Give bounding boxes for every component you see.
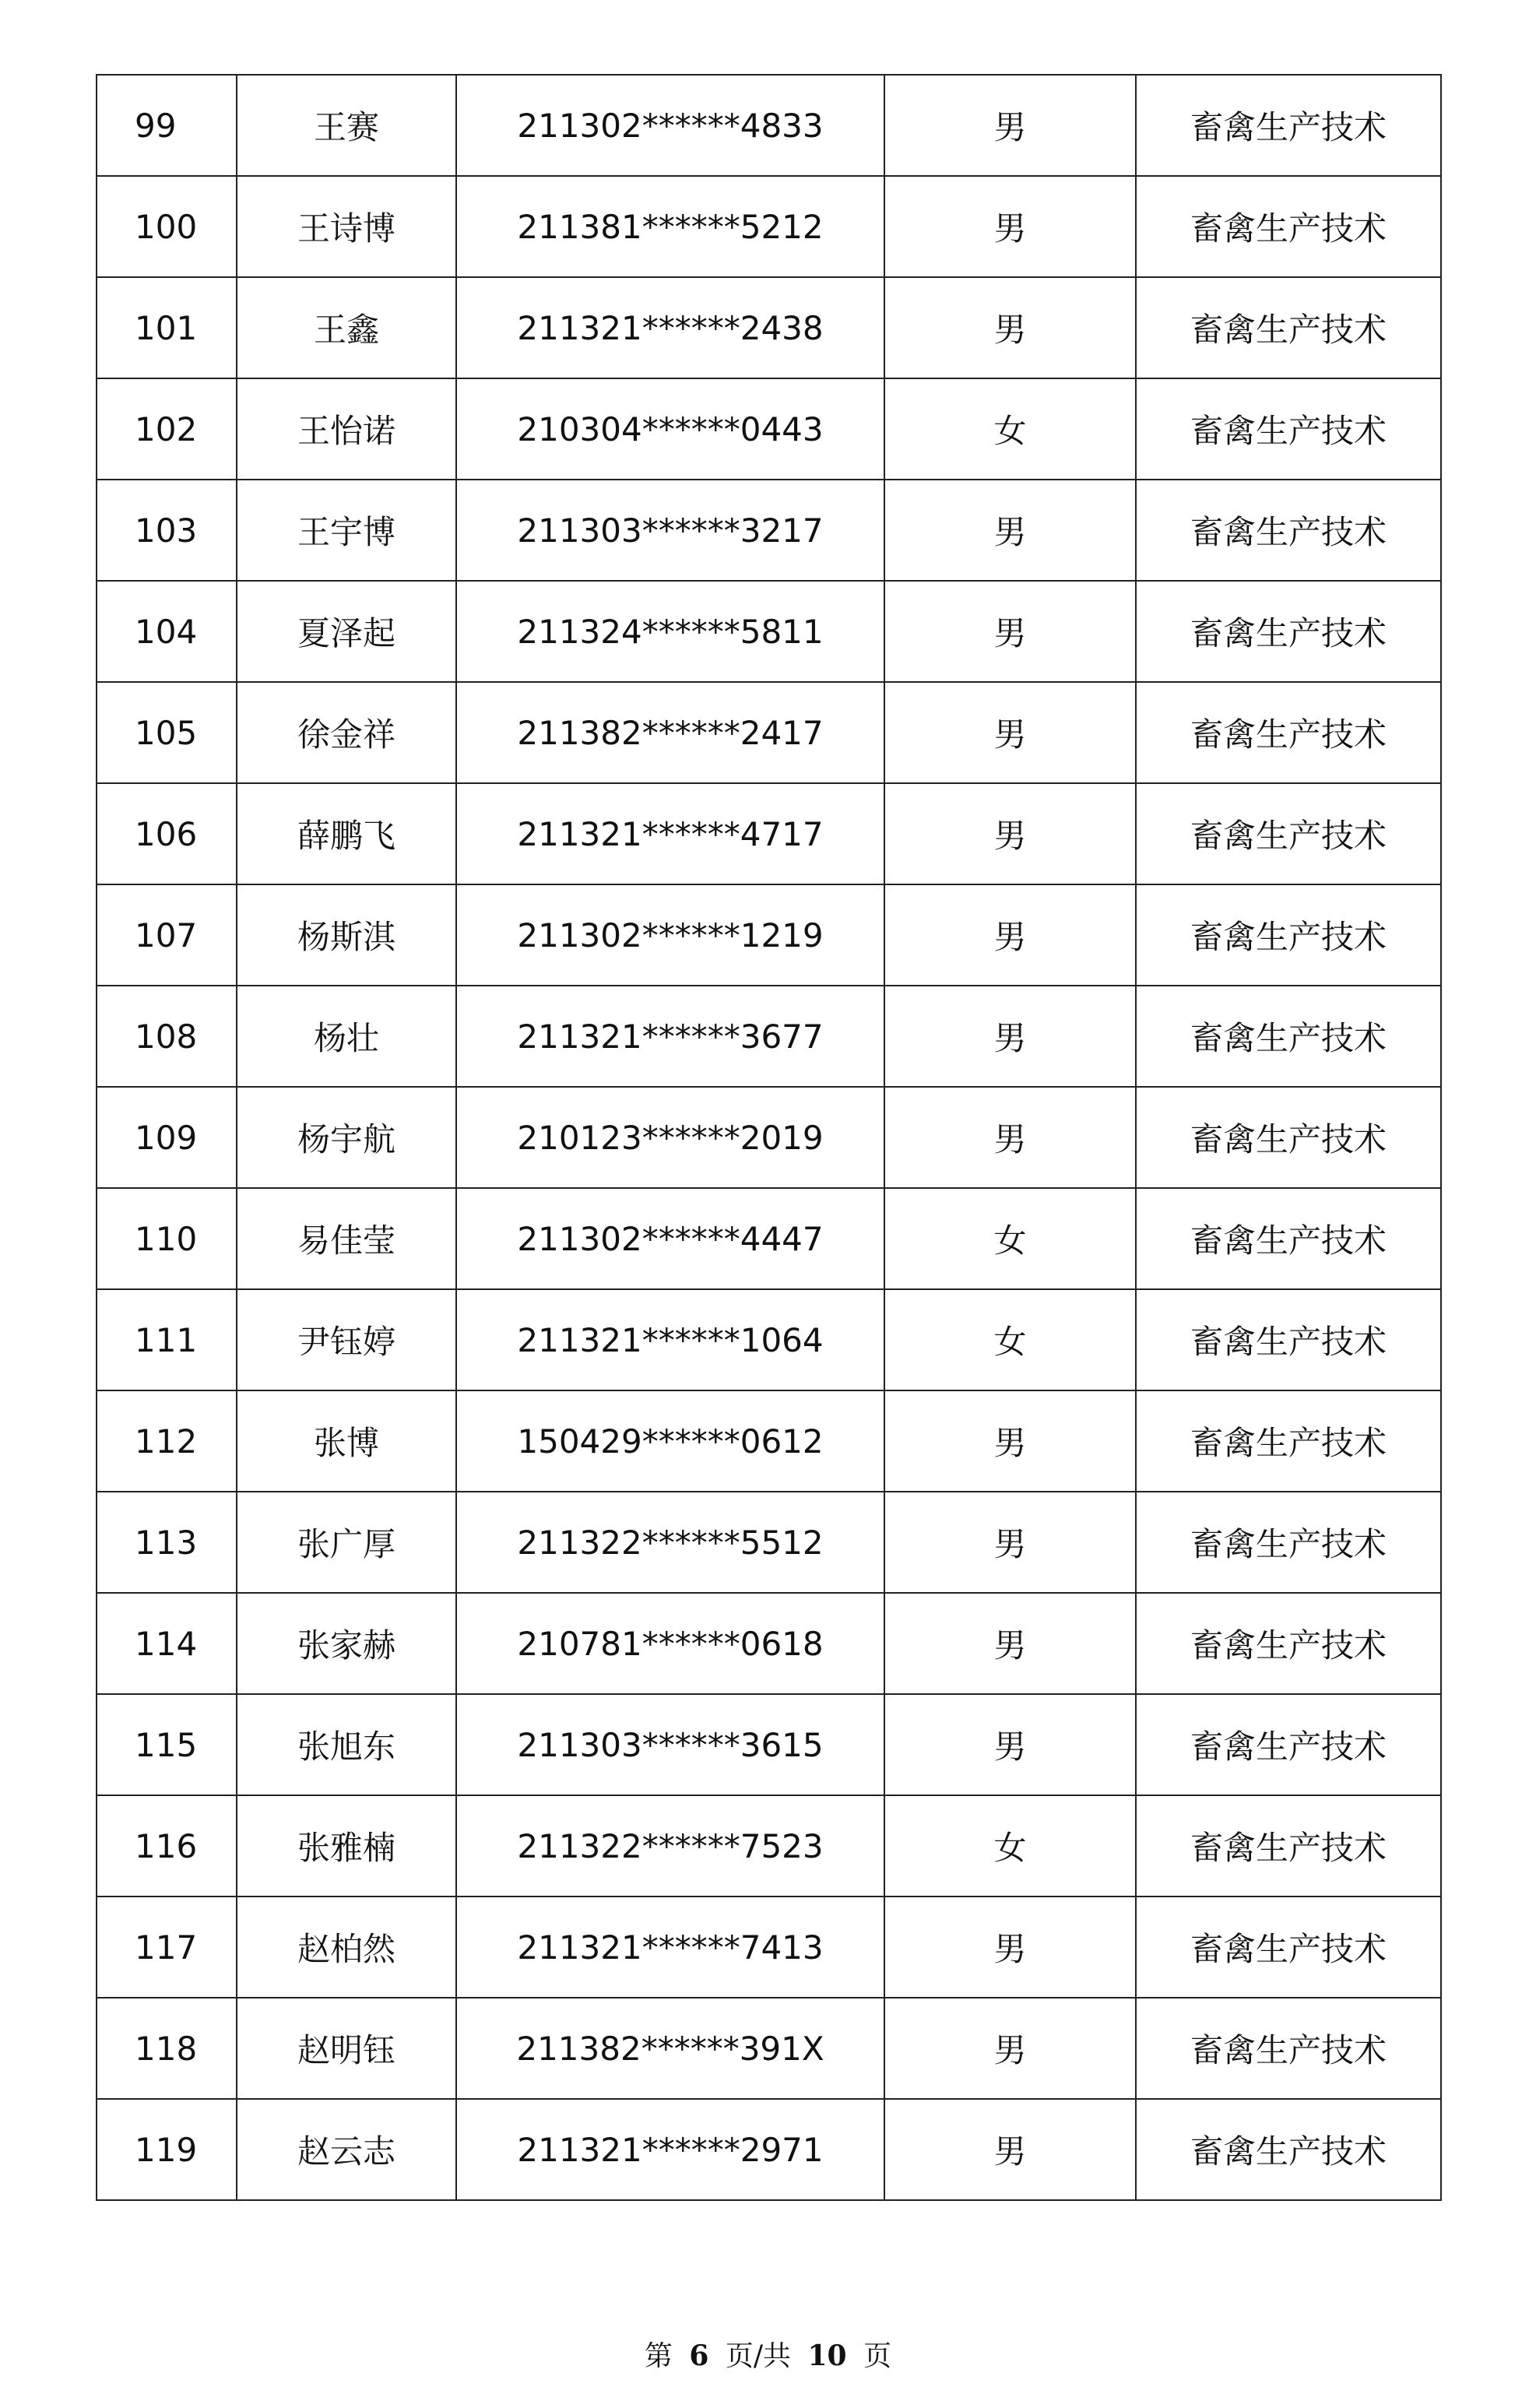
major-cell: 畜禽生产技术 [1136,986,1441,1087]
row-number-cell: 107 [97,884,237,986]
row-number-cell: 104 [97,581,237,682]
table-row [97,2099,1441,2200]
gender-cell: 男 [884,986,1136,1087]
table-row [97,581,1441,682]
id-number-cell: 211302******4447 [456,1188,884,1289]
table-row [97,1188,1441,1289]
table-row [97,277,1441,378]
gender-cell: 男 [884,1492,1136,1593]
name-cell: 杨壮 [237,986,456,1087]
id-number-cell: 211303******3615 [456,1694,884,1795]
name-cell: 徐金祥 [237,682,456,783]
major-cell: 畜禽生产技术 [1136,884,1441,986]
table-row [97,1492,1441,1593]
gender-cell: 男 [884,176,1136,277]
gender-cell: 男 [884,1087,1136,1188]
id-number-cell: 210304******0443 [456,378,884,480]
name-cell: 张旭东 [237,1694,456,1795]
row-number-cell: 103 [97,480,237,581]
name-cell: 张家赫 [237,1593,456,1694]
major-cell: 畜禽生产技术 [1136,1188,1441,1289]
id-number-cell: 210781******0618 [456,1593,884,1694]
major-cell: 畜禽生产技术 [1136,1087,1441,1188]
id-number-cell: 211321******4717 [456,783,884,884]
row-number-cell: 110 [97,1188,237,1289]
row-number-cell: 114 [97,1593,237,1694]
row-number-cell: 119 [97,2099,237,2200]
table-row [97,480,1441,581]
major-cell: 畜禽生产技术 [1136,1998,1441,2099]
major-cell: 畜禽生产技术 [1136,581,1441,682]
table-row [97,1998,1441,2099]
name-cell: 夏泽起 [237,581,456,682]
id-number-cell: 211381******5212 [456,176,884,277]
id-number-cell: 211302******1219 [456,884,884,986]
gender-cell: 男 [884,1897,1136,1998]
gender-cell: 男 [884,1390,1136,1492]
major-cell: 畜禽生产技术 [1136,1694,1441,1795]
table-row [97,783,1441,884]
row-number-cell: 117 [97,1897,237,1998]
major-cell: 畜禽生产技术 [1136,1795,1441,1897]
row-number-cell: 99 [97,75,237,176]
name-cell: 杨斯淇 [237,884,456,986]
id-number-cell: 211302******4833 [456,75,884,176]
name-cell: 张博 [237,1390,456,1492]
gender-cell: 男 [884,1998,1136,2099]
page-footer [0,2334,1536,2374]
student-roster-table [96,74,1442,2201]
id-number-cell: 211382******2417 [456,682,884,783]
gender-cell: 女 [884,1795,1136,1897]
table-row [97,378,1441,480]
name-cell: 王赛 [237,75,456,176]
major-cell: 畜禽生产技术 [1136,75,1441,176]
id-number-cell: 211321******2438 [456,277,884,378]
current-page-number: 6 [689,2339,709,2372]
gender-cell: 男 [884,277,1136,378]
name-cell: 赵云志 [237,2099,456,2200]
major-cell: 畜禽生产技术 [1136,176,1441,277]
table-row [97,1795,1441,1897]
row-number-cell: 102 [97,378,237,480]
gender-cell: 女 [884,1289,1136,1390]
gender-cell: 男 [884,2099,1136,2200]
row-number-cell: 111 [97,1289,237,1390]
id-number-cell: 211322******5512 [456,1492,884,1593]
name-cell: 张广厚 [237,1492,456,1593]
gender-cell: 男 [884,783,1136,884]
row-number-cell: 118 [97,1998,237,2099]
table-row [97,176,1441,277]
id-number-cell: 211322******7523 [456,1795,884,1897]
gender-cell: 女 [884,378,1136,480]
gender-cell: 男 [884,884,1136,986]
name-cell: 赵明钰 [237,1998,456,2099]
major-cell: 畜禽生产技术 [1136,1289,1441,1390]
row-number-cell: 115 [97,1694,237,1795]
id-number-cell: 150429******0612 [456,1390,884,1492]
footer-prefix: 第 [644,2340,673,2372]
footer-suffix: 页 [863,2340,892,2372]
major-cell: 畜禽生产技术 [1136,480,1441,581]
row-number-cell: 112 [97,1390,237,1492]
name-cell: 王鑫 [237,277,456,378]
name-cell: 张雅楠 [237,1795,456,1897]
major-cell: 畜禽生产技术 [1136,682,1441,783]
id-number-cell: 211321******1064 [456,1289,884,1390]
major-cell: 畜禽生产技术 [1136,2099,1441,2200]
id-number-cell: 211303******3217 [456,480,884,581]
gender-cell: 男 [884,1593,1136,1694]
table-row [97,1897,1441,1998]
row-number-cell: 109 [97,1087,237,1188]
name-cell: 王诗博 [237,176,456,277]
name-cell: 易佳莹 [237,1188,456,1289]
gender-cell: 男 [884,480,1136,581]
table-row [97,884,1441,986]
major-cell: 畜禽生产技术 [1136,277,1441,378]
id-number-cell: 211321******3677 [456,986,884,1087]
name-cell: 赵柏然 [237,1897,456,1998]
id-number-cell: 211321******2971 [456,2099,884,2200]
name-cell: 薛鹏飞 [237,783,456,884]
row-number-cell: 105 [97,682,237,783]
id-number-cell: 211324******5811 [456,581,884,682]
row-number-cell: 113 [97,1492,237,1593]
major-cell: 畜禽生产技术 [1136,783,1441,884]
footer-middle: 页/共 [725,2340,792,2372]
name-cell: 尹钰婷 [237,1289,456,1390]
major-cell: 畜禽生产技术 [1136,1593,1441,1694]
name-cell: 王怡诺 [237,378,456,480]
table-row [97,1593,1441,1694]
table-row [97,1390,1441,1492]
row-number-cell: 100 [97,176,237,277]
table-row [97,1694,1441,1795]
gender-cell: 男 [884,581,1136,682]
name-cell: 杨宇航 [237,1087,456,1188]
major-cell: 畜禽生产技术 [1136,1492,1441,1593]
gender-cell: 男 [884,682,1136,783]
table-row [97,682,1441,783]
gender-cell: 女 [884,1188,1136,1289]
total-pages-number: 10 [807,2339,847,2372]
id-number-cell: 210123******2019 [456,1087,884,1188]
major-cell: 畜禽生产技术 [1136,378,1441,480]
roster-body [97,75,1441,2200]
table-row [97,1087,1441,1188]
gender-cell: 男 [884,75,1136,176]
major-cell: 畜禽生产技术 [1136,1897,1441,1998]
id-number-cell: 211382******391X [456,1998,884,2099]
name-cell: 王宇博 [237,480,456,581]
table-row [97,1289,1441,1390]
row-number-cell: 106 [97,783,237,884]
row-number-cell: 108 [97,986,237,1087]
row-number-cell: 116 [97,1795,237,1897]
row-number-cell: 101 [97,277,237,378]
id-number-cell: 211321******7413 [456,1897,884,1998]
table-row [97,75,1441,176]
major-cell: 畜禽生产技术 [1136,1390,1441,1492]
table-row [97,986,1441,1087]
gender-cell: 男 [884,1694,1136,1795]
